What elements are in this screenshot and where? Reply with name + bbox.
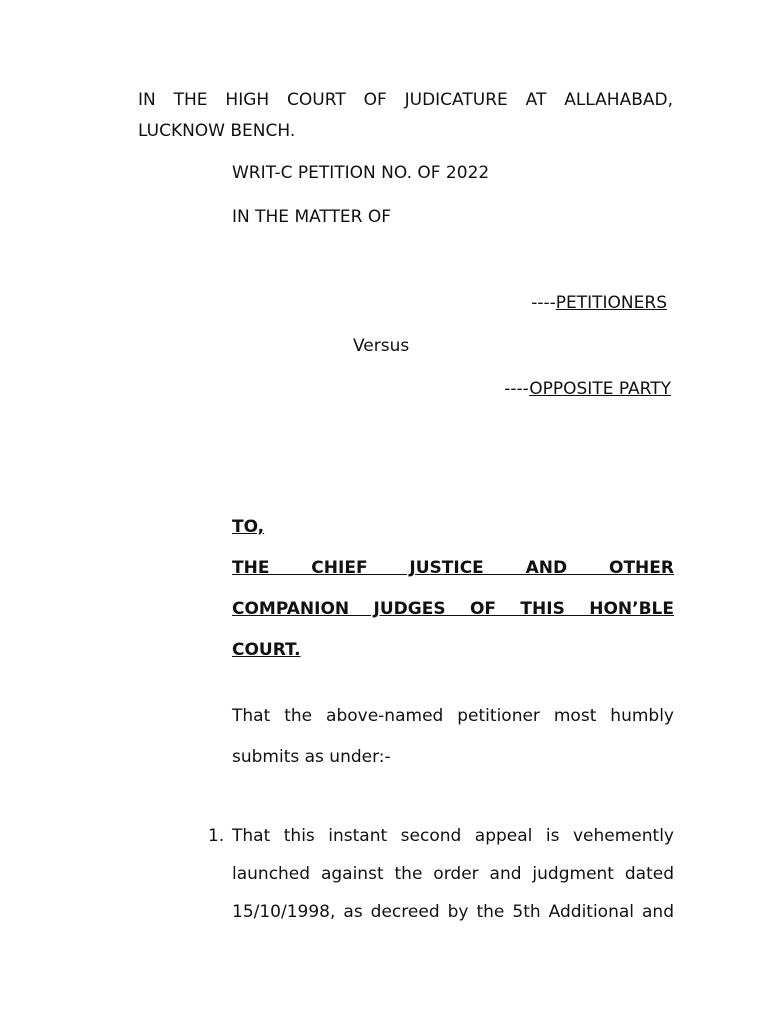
petition-number: WRIT-C PETITION NO. OF 2022 bbox=[232, 163, 490, 183]
intro-line-1: That the above-named petitioner most humbly bbox=[232, 706, 674, 726]
court-heading-line-1: IN THE HIGH COURT OF JUDICATURE AT ALLAHABAD, bbox=[138, 90, 673, 110]
opposite-party-label: OPPOSITE PARTY bbox=[529, 379, 671, 399]
address-line-2: COMPANION JUDGES OF THIS HON’BLE bbox=[232, 599, 674, 619]
para-1-line-2: launched against the order and judgment dated bbox=[232, 864, 674, 884]
petitioners-label: PETITIONERS bbox=[555, 293, 667, 313]
address-line-3: COURT. bbox=[232, 640, 301, 660]
petitioners-line bbox=[531, 293, 667, 313]
para-1-number: 1. bbox=[208, 826, 225, 846]
court-heading-line-2: LUCKNOW BENCH. bbox=[138, 121, 296, 141]
in-the-matter-of: IN THE MATTER OF bbox=[232, 207, 392, 227]
opposite-party-line bbox=[504, 379, 671, 399]
opposite-prefix: ---- bbox=[504, 379, 530, 399]
address-to: TO, bbox=[232, 517, 265, 537]
address-line-1: THE CHIEF JUSTICE AND OTHER bbox=[232, 558, 674, 578]
para-1-line-1: That this instant second appeal is vehemently bbox=[232, 826, 674, 846]
versus-text: Versus bbox=[353, 336, 410, 356]
para-1-line-3: 15/10/1998, as decreed by the 5th Additional and bbox=[232, 902, 674, 922]
petitioners-prefix: ---- bbox=[531, 293, 556, 313]
intro-line-2: submits as under:- bbox=[232, 747, 391, 767]
